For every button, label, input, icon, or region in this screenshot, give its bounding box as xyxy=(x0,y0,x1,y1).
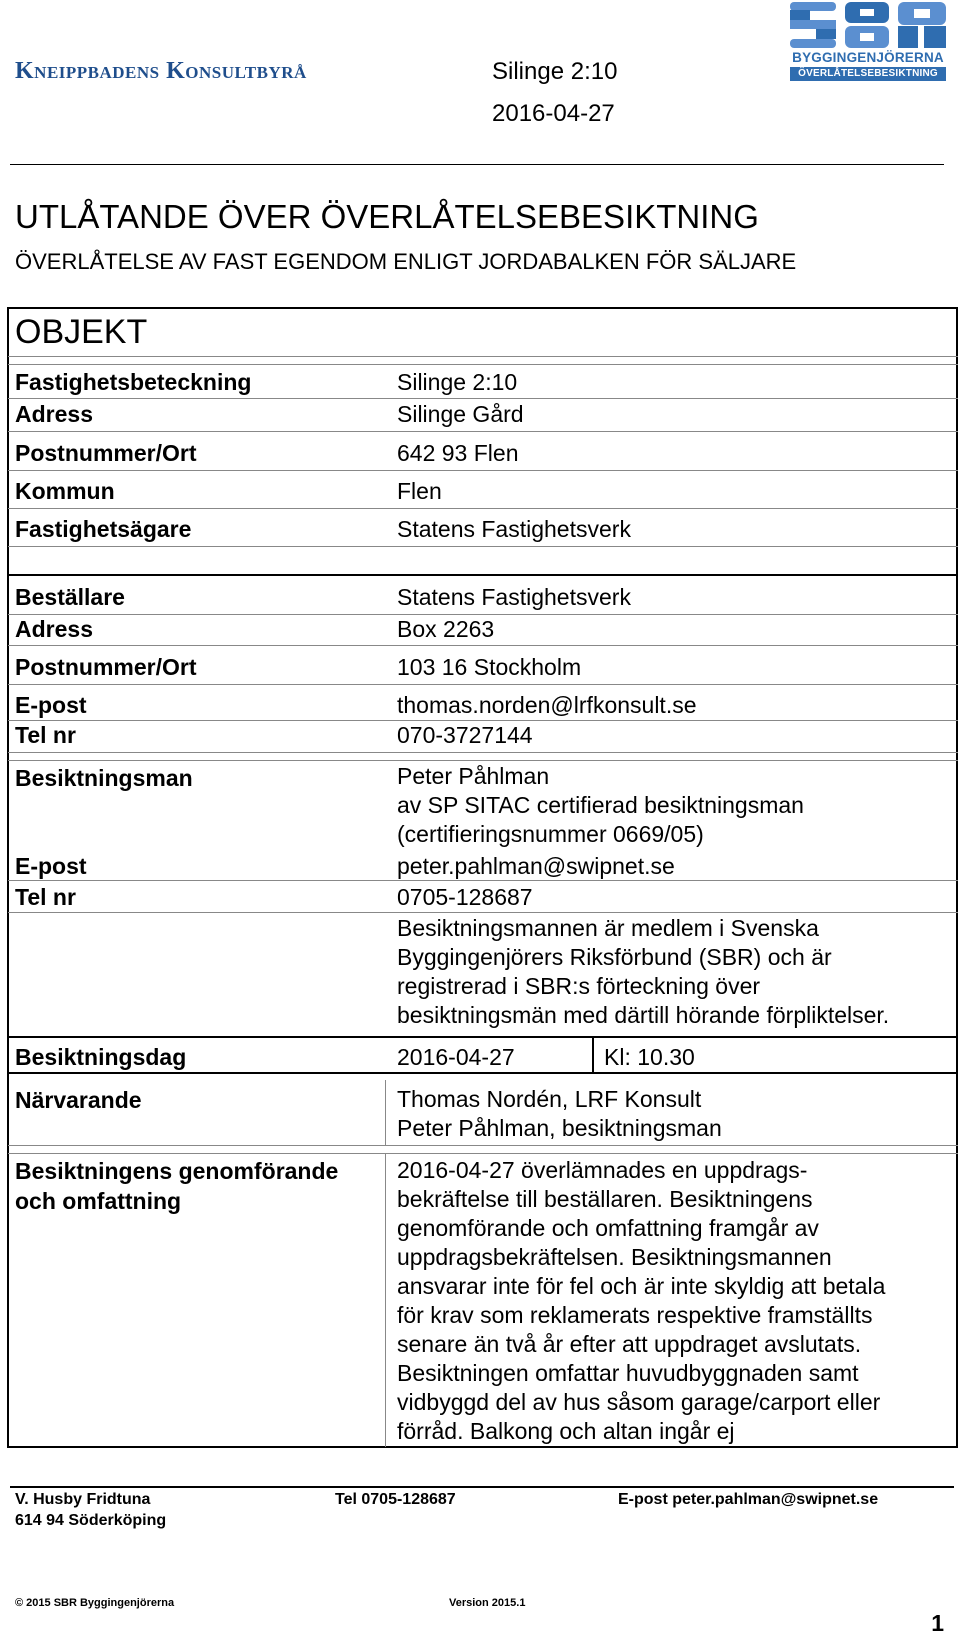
header-divider xyxy=(10,164,944,165)
row-divider xyxy=(8,546,958,547)
label-genomforande-line: Besiktningens genomförande xyxy=(15,1158,339,1184)
label-narvarande: Närvarande xyxy=(15,1087,142,1113)
membership-line: besiktningsmän med därtill hörande förpliktelser. xyxy=(397,1002,890,1028)
value-besiktningstid: Kl: 10.30 xyxy=(604,1044,695,1070)
genomforande-line: 2016-04-27 överlämnades en uppdrags- xyxy=(397,1157,808,1183)
genomforande-line: senare än två år efter att uppdraget avslutats. xyxy=(397,1331,862,1357)
genomforande-line: vidbyggd del av hus såsom garage/carport eller xyxy=(397,1389,881,1415)
genomforande-line: uppdragsbekräftelsen. Besiktningsmannen xyxy=(397,1244,832,1270)
sbr-logo xyxy=(790,2,946,82)
value-besiktningsdag: 2016-04-27 xyxy=(397,1044,515,1070)
value-bestallare-tel: 070-3727144 xyxy=(397,722,533,748)
membership-line: Byggingenjörers Riksförbund (SBR) och är xyxy=(397,944,832,970)
besiktningsman-cert: av SP SITAC certifierad besiktningsman xyxy=(397,792,804,818)
row-divider xyxy=(8,760,958,761)
value-bestallare: Statens Fastighetsverk xyxy=(397,584,631,610)
membership-line: Besiktningsmannen är medlem i Svenska xyxy=(397,915,819,941)
logo-subtext: ÖVERLÅTELSEBESIKTNING xyxy=(790,67,946,81)
company-name: Kneippbadens Konsultbyrå xyxy=(15,58,307,84)
row-divider xyxy=(8,752,958,753)
value-besiktningsman-tel: 0705-128687 xyxy=(397,884,533,910)
genomforande-text xyxy=(397,1156,957,1446)
genomforande-line: Besiktningen omfattar huvudbyggnaden samt xyxy=(397,1360,859,1386)
footer-tel: Tel 0705-128687 xyxy=(335,1491,456,1508)
membership-line: registrerad i SBR:s förteckning över xyxy=(397,973,761,999)
label-besiktningsman: Besiktningsman xyxy=(15,765,193,791)
narvarande-person: Peter Påhlman, besiktningsman xyxy=(397,1115,722,1141)
section-divider xyxy=(7,1036,958,1038)
label-besiktningsman-tel: Tel nr xyxy=(15,884,76,910)
besiktningsman-name: Peter Påhlman xyxy=(397,763,550,789)
value-fastighetsagare: Statens Fastighetsverk xyxy=(397,516,631,542)
genomforande-line: ansvarar inte för fel och är inte skyldig att betala xyxy=(397,1273,886,1299)
label-postnummer: Postnummer/Ort xyxy=(15,440,197,466)
label-bestallare: Beställare xyxy=(15,584,125,610)
label-adress: Adress xyxy=(15,401,93,427)
label-genomforande-line: och omfattning xyxy=(15,1188,182,1214)
value-adress: Silinge Gård xyxy=(397,401,524,427)
label-genomforande xyxy=(15,1156,338,1216)
label-bestallare-epost: E-post xyxy=(15,692,87,718)
value-kommun: Flen xyxy=(397,478,442,504)
label-besiktningsman-epost: E-post xyxy=(15,853,87,879)
cell-divider xyxy=(385,1153,386,1447)
value-bestallare-epost: thomas.norden@lrfkonsult.se xyxy=(397,692,697,718)
row-divider xyxy=(8,645,958,646)
value-besiktningsman-epost: peter.pahlman@swipnet.se xyxy=(397,853,675,879)
footer-copyright: © 2015 SBR Byggingenjörerna xyxy=(15,1597,175,1609)
row-divider xyxy=(8,684,958,685)
page-title: UTLÅTANDE ÖVER ÖVERLÅTELSEBESIKTNING xyxy=(15,198,759,235)
row-divider xyxy=(8,720,958,721)
page-number: 1 xyxy=(931,1610,944,1636)
footer-address-line2: 614 94 Söderköping xyxy=(15,1512,167,1529)
label-bestallare-adress: Adress xyxy=(15,616,93,642)
cell-divider xyxy=(385,1080,386,1145)
narvarande-person: Thomas Nordén, LRF Konsult xyxy=(397,1086,702,1112)
page-subtitle: ÖVERLÅTELSE AV FAST EGENDOM ENLIGT JORDABALKEN FÖR SÄLJARE xyxy=(15,249,797,274)
cell-divider xyxy=(592,1038,594,1072)
row-divider xyxy=(8,470,958,471)
header-property: Silinge 2:10 xyxy=(492,58,618,85)
row-divider xyxy=(8,880,958,881)
narvarande-list xyxy=(397,1085,957,1143)
value-bestallare-adress: Box 2263 xyxy=(397,616,495,642)
besiktningsman-membership xyxy=(397,914,957,1030)
besiktningsman-certnr: (certifieringsnummer 0669/05) xyxy=(397,821,704,847)
section-divider xyxy=(7,1072,958,1074)
genomforande-line: förråd. Balkong och altan ingår ej xyxy=(397,1418,735,1444)
label-fastighetsagare: Fastighetsägare xyxy=(15,516,192,542)
label-bestallare-tel: Tel nr xyxy=(15,722,76,748)
besiktningsman-info xyxy=(397,762,957,849)
value-postnummer: 642 93 Flen xyxy=(397,440,519,466)
logo-text: BYGGINGENJÖRERNA xyxy=(792,50,944,65)
genomforande-line: för krav som reklamerats respektive framställts xyxy=(397,1302,873,1328)
label-fastighetsbeteckning: Fastighetsbeteckning xyxy=(15,369,252,395)
footer-divider xyxy=(10,1486,954,1488)
value-fastighetsbeteckning: Silinge 2:10 xyxy=(397,369,518,395)
row-divider xyxy=(8,398,958,399)
section-objekt-heading: OBJEKT xyxy=(15,313,148,351)
footer-email: E-post peter.pahlman@swipnet.se xyxy=(618,1491,879,1508)
footer-address-line1: V. Husby Fridtuna xyxy=(15,1491,151,1508)
row-divider xyxy=(8,1153,958,1154)
label-kommun: Kommun xyxy=(15,478,115,504)
row-divider xyxy=(8,431,958,432)
row-divider xyxy=(8,356,958,357)
row-divider xyxy=(8,508,958,509)
genomforande-line: genomförande och omfattning framgår av xyxy=(397,1215,819,1241)
row-divider xyxy=(8,1145,958,1146)
row-divider xyxy=(8,614,958,615)
genomforande-line: bekräftelse till beställaren. Besiktningens xyxy=(397,1186,813,1212)
value-bestallare-postnummer: 103 16 Stockholm xyxy=(397,654,582,680)
section-divider xyxy=(7,574,958,576)
row-divider xyxy=(8,912,958,913)
row-divider xyxy=(8,364,958,365)
header-date: 2016-04-27 xyxy=(492,100,615,127)
label-bestallare-postnummer: Postnummer/Ort xyxy=(15,654,197,680)
sbr-logo-mark xyxy=(790,2,946,48)
footer-version: Version 2015.1 xyxy=(449,1597,526,1609)
label-besiktningsdag: Besiktningsdag xyxy=(15,1044,187,1070)
